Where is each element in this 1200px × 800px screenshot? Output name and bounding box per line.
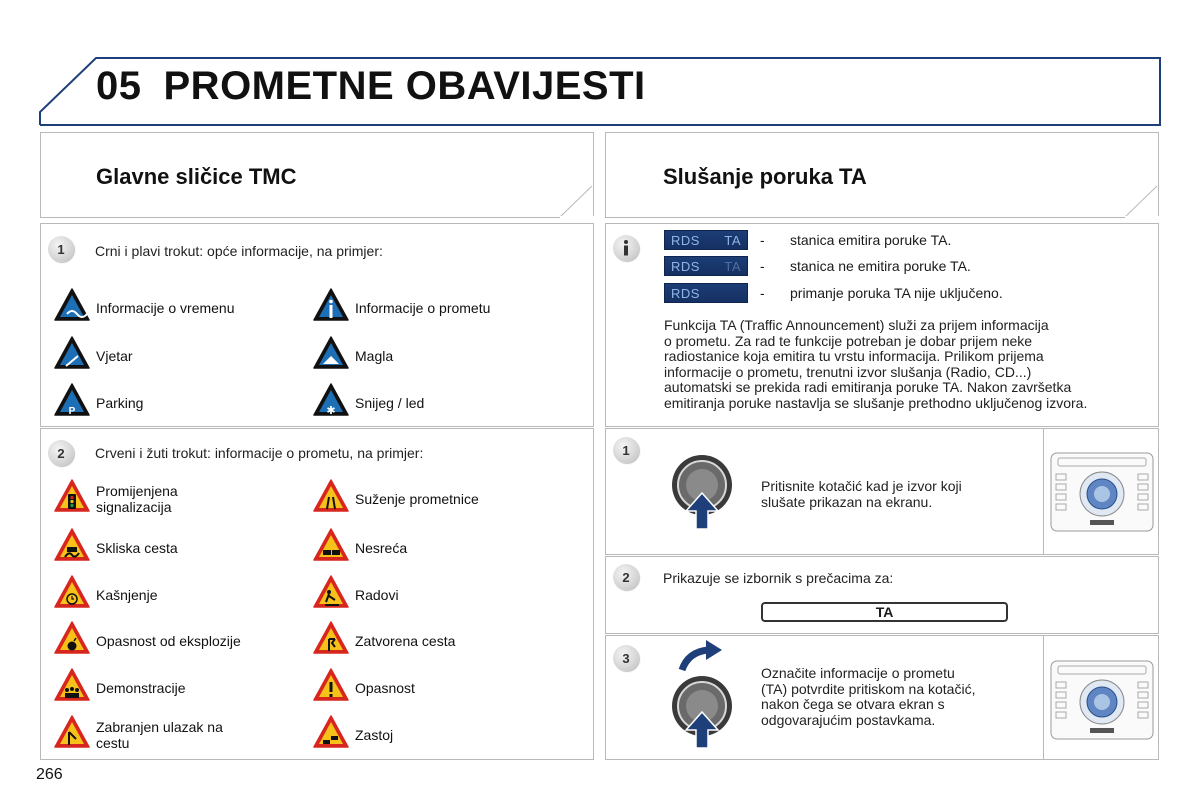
tmc-icon-item	[54, 668, 185, 707]
tmc-icon-label: Zastoj	[355, 726, 394, 743]
roadworks-icon	[313, 575, 349, 614]
tmc-icon-label: Nesreća	[355, 539, 408, 556]
section-title-tmc: Glavne sličice TMC	[96, 164, 297, 189]
step2-text: Prikazuje se izbornik s prečacima za:	[663, 570, 894, 586]
rds-desc-1: stanica emitira poruke TA.	[790, 232, 952, 248]
step-badge-2: 2	[48, 440, 74, 466]
chapter-title	[96, 64, 646, 109]
tmc-icon-item	[54, 383, 143, 422]
tmc-icon-label: Zabranjen ulazak na cestu	[96, 718, 223, 751]
left-title-box	[40, 132, 594, 218]
parking-icon	[54, 383, 90, 422]
rds-desc-3: primanje poruka TA nije uključeno.	[790, 285, 1003, 301]
tmc-icon-item	[54, 528, 178, 567]
tmc-icon-label: Opasnost od eksplozije	[96, 632, 241, 649]
tmc-icon-label: Informacije o vremenu	[96, 299, 235, 316]
tmc-icon-label: Magla	[355, 347, 394, 364]
tmc-icon-item	[313, 575, 399, 614]
step-badge-3: 3	[613, 645, 639, 671]
tmc-icon-item	[54, 479, 178, 518]
tmc-icon-item	[54, 288, 235, 327]
closed-road-icon	[313, 621, 349, 660]
traffic-info-icon	[313, 288, 349, 327]
tmc-icon-item	[54, 575, 158, 614]
tmc-icon-item	[313, 479, 479, 518]
tmc-icon-label: Radovi	[355, 586, 399, 603]
tmc-icon-item	[313, 288, 490, 327]
info-icon	[623, 240, 629, 256]
step2-block	[605, 556, 1159, 634]
tmc-icon-label: Demonstracije	[96, 679, 186, 696]
tmc-icon-item	[313, 336, 393, 375]
explosion-danger-icon	[54, 621, 90, 660]
step-badge-2: 2	[613, 564, 639, 590]
page-number: 266	[36, 766, 63, 783]
tmc-icon-item	[313, 621, 455, 660]
accident-icon	[313, 528, 349, 567]
traffic-jam-icon	[313, 715, 349, 754]
tmc-icon-label: Skliska cesta	[96, 539, 178, 556]
tmc-icon-item	[313, 668, 415, 707]
ta-shortcut-button[interactable]: TA	[761, 602, 1008, 622]
ta-description: Funkcija TA (Traffic Announcement) služi za prijem informacija o prometu. Za rad te funkcije potreban je dobar prijem neke radiostanice koja emitira tu vrstu informacija. Prilikom prijema informacije o prometu, trenutni izvor slušanja (Radio, CD...) automatski se prekida radi emitiranja poruke TA. Nakon završetka emitiranja poruke nastavlja se slušanje prethodno uključenog izvora.	[664, 317, 1088, 411]
tmc-icon-item	[54, 621, 241, 660]
title-corner-decoration	[534, 186, 594, 218]
tmc-icon-label: Snijeg / led	[355, 394, 425, 411]
radio-panel-image	[1050, 452, 1154, 532]
step3-text: Označite informacije o prometu (TA) potvrdite pritiskom na kotačić, nakon čega se otvara ekran s odgovarajućim postavkama.	[761, 665, 976, 728]
delay-icon	[54, 575, 90, 614]
slippery-road-icon	[54, 528, 90, 567]
svg-text:P: P	[68, 406, 76, 417]
tmc-icon-item	[313, 383, 424, 422]
knob-turn-press-icon	[668, 640, 738, 750]
chapter-heading: PROMETNE OBAVIJESTI	[163, 64, 646, 108]
rds-display-ta-off: RDS	[664, 283, 748, 303]
rds-display-ta-active: RDS TA	[664, 230, 748, 250]
tmc-icon-item	[54, 336, 133, 375]
right-title-box	[605, 132, 1159, 218]
tmc-icon-label: Zatvorena cesta	[355, 632, 456, 649]
changed-signals-icon	[54, 479, 90, 518]
rds-row-ta-unavailable: RDS TA - stanica ne emitira poruke TA.	[664, 256, 971, 276]
section-title-ta: Slušanje poruka TA	[663, 164, 867, 189]
tmc-icon-label: Suženje prometnice	[355, 490, 479, 507]
knob-press-icon	[668, 455, 738, 530]
rds-display-ta-dim: RDS TA	[664, 256, 748, 276]
weather-info-icon	[54, 288, 90, 327]
step1-text: Pritisnite kotačić kad je izvor koji slušate prikazan na ekranu.	[761, 478, 962, 510]
step3-image-divider	[1043, 635, 1044, 760]
step-badge-1: 1	[48, 236, 74, 262]
road-narrows-icon	[313, 479, 349, 518]
title-corner-decoration	[1099, 186, 1159, 218]
tmc-icon-label: Vjetar	[96, 347, 133, 364]
snow-ice-icon	[313, 383, 349, 422]
radio-panel-image	[1050, 660, 1154, 740]
chapter-number: 05	[96, 64, 142, 108]
rds-row-ta-off: RDS - primanje poruka TA nije uključeno.	[664, 283, 1003, 303]
tmc-icon-label: Informacije o prometu	[355, 299, 491, 316]
block1-intro: Crni i plavi trokut: opće informacije, na primjer:	[95, 243, 383, 259]
tmc-icon-item	[313, 528, 407, 567]
tmc-icon-item	[313, 715, 393, 754]
step-badge-1: 1	[613, 437, 639, 463]
no-entry-icon	[54, 715, 90, 754]
tmc-icon-item	[54, 715, 223, 754]
rds-row-ta-on: RDS TA - stanica emitira poruke TA.	[664, 230, 951, 250]
danger-icon	[313, 668, 349, 707]
block2-intro: Crveni i žuti trokut: informacije o prometu, na primjer:	[95, 445, 424, 461]
step1-image-divider	[1043, 428, 1044, 555]
wind-icon	[54, 336, 90, 375]
tmc-icon-label: Promijenjena signalizacija	[96, 482, 178, 515]
tmc-icon-label: Opasnost	[355, 679, 415, 696]
tmc-icon-label: Kašnjenje	[96, 586, 158, 603]
rds-desc-2: stanica ne emitira poruke TA.	[790, 258, 971, 274]
tmc-icon-label: Parking	[96, 394, 144, 411]
demonstration-icon	[54, 668, 90, 707]
info-badge	[613, 235, 639, 261]
fog-icon	[313, 336, 349, 375]
svg-text:✱: ✱	[326, 404, 336, 417]
